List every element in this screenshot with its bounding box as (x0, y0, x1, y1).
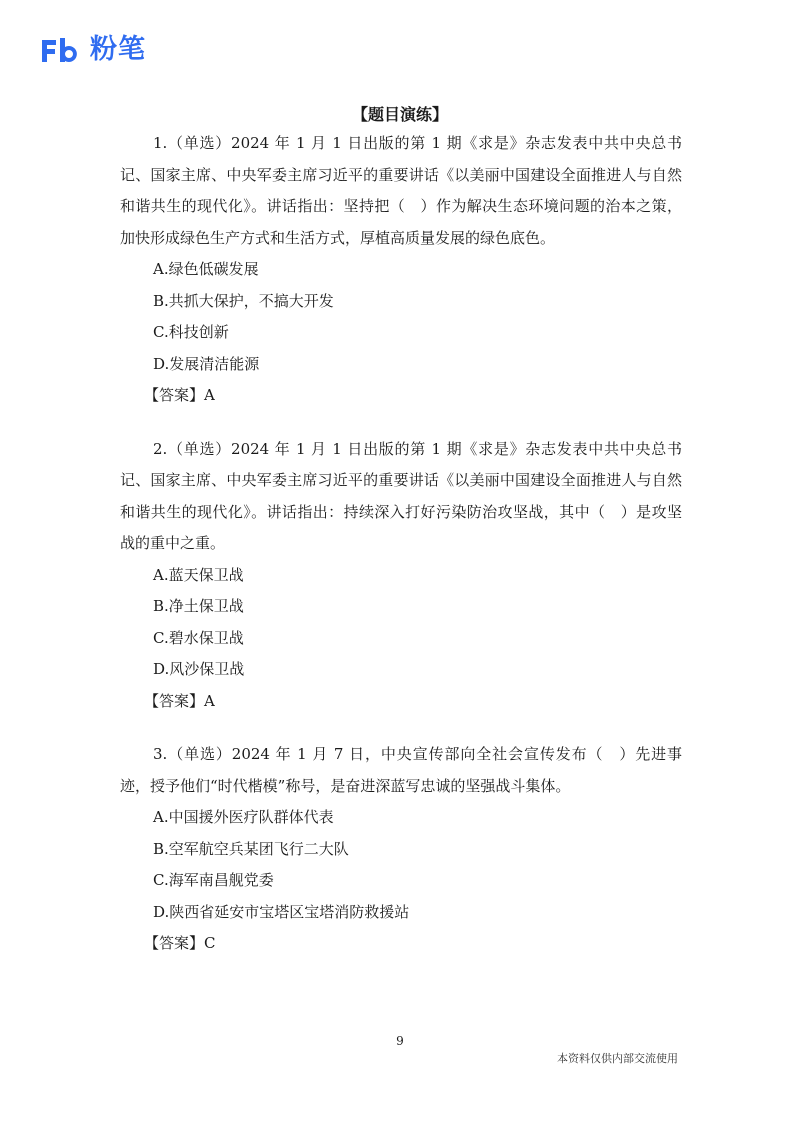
answer: 【答案】A (144, 691, 215, 710)
answer: 【答案】C (144, 934, 216, 952)
option-c: C.科技创新 (153, 323, 229, 341)
option-c: C.海军南昌舰党委 (153, 871, 274, 889)
question-stem: 1.（单选）2024 年 1 月 1 日出版的第 1 期《求是》杂志发表中共中央总书记、国家主席、中央军委主席习近平的重要讲话《以美丽中国建设全面推进人与自然和谐共生的现代化》。讲话指出：坚持把（ ）作为解决生态环境问题的治本之策，加快形成绿色生产方式和生活方式，厚植高质量发展的绿色底色。 (120, 134, 682, 247)
question-2 (120, 434, 682, 718)
option-d: D.风沙保卫战 (153, 660, 245, 678)
question-stem: 3.（单选）2024 年 1 月 7 日，中央宣传部向全社会宣传发布（ ）先进事迹，授予他们“时代楷模”称号，是奋进深蓝写忠诚的坚强战斗集体。 (120, 745, 682, 795)
brand-name: 粉笔 (90, 34, 146, 65)
option-c: C.碧水保卫战 (153, 628, 244, 647)
answer: 【答案】A (144, 386, 215, 404)
section-title: 【题目演练】 (351, 105, 448, 124)
option-d: D.陕西省延安市宝塔区宝塔消防救援站 (153, 902, 410, 921)
option-a: A.蓝天保卫战 (153, 565, 244, 584)
option-b: B.共抓大保护，不搞大开发 (153, 291, 334, 310)
fb-logo-icon (38, 34, 84, 66)
brand-logo (38, 34, 146, 66)
page-number: 9 (396, 1034, 404, 1048)
option-b: B.空军航空兵某团飞行二大队 (153, 839, 349, 858)
question-stem: 2.（单选）2024 年 1 月 1 日出版的第 1 期《求是》杂志发表中共中央总书记、国家主席、中央军委主席习近平的重要讲话《以美丽中国建设全面推进人与自然和谐共生的现代化》。讲话指出：持续深入打好污染防治攻坚战，其中（ ）是攻坚战的重中之重。 (120, 439, 682, 552)
option-d: D.发展清洁能源 (153, 354, 260, 373)
option-a: A.中国援外医疗队群体代表 (153, 808, 334, 826)
option-a: A.绿色低碳发展 (153, 260, 259, 278)
footer-note: 本资料仅供内部交流使用 (557, 1052, 678, 1065)
question-list (120, 128, 682, 982)
question-3 (120, 739, 682, 960)
question-1 (120, 128, 682, 412)
option-b: B.净土保卫战 (153, 597, 244, 615)
